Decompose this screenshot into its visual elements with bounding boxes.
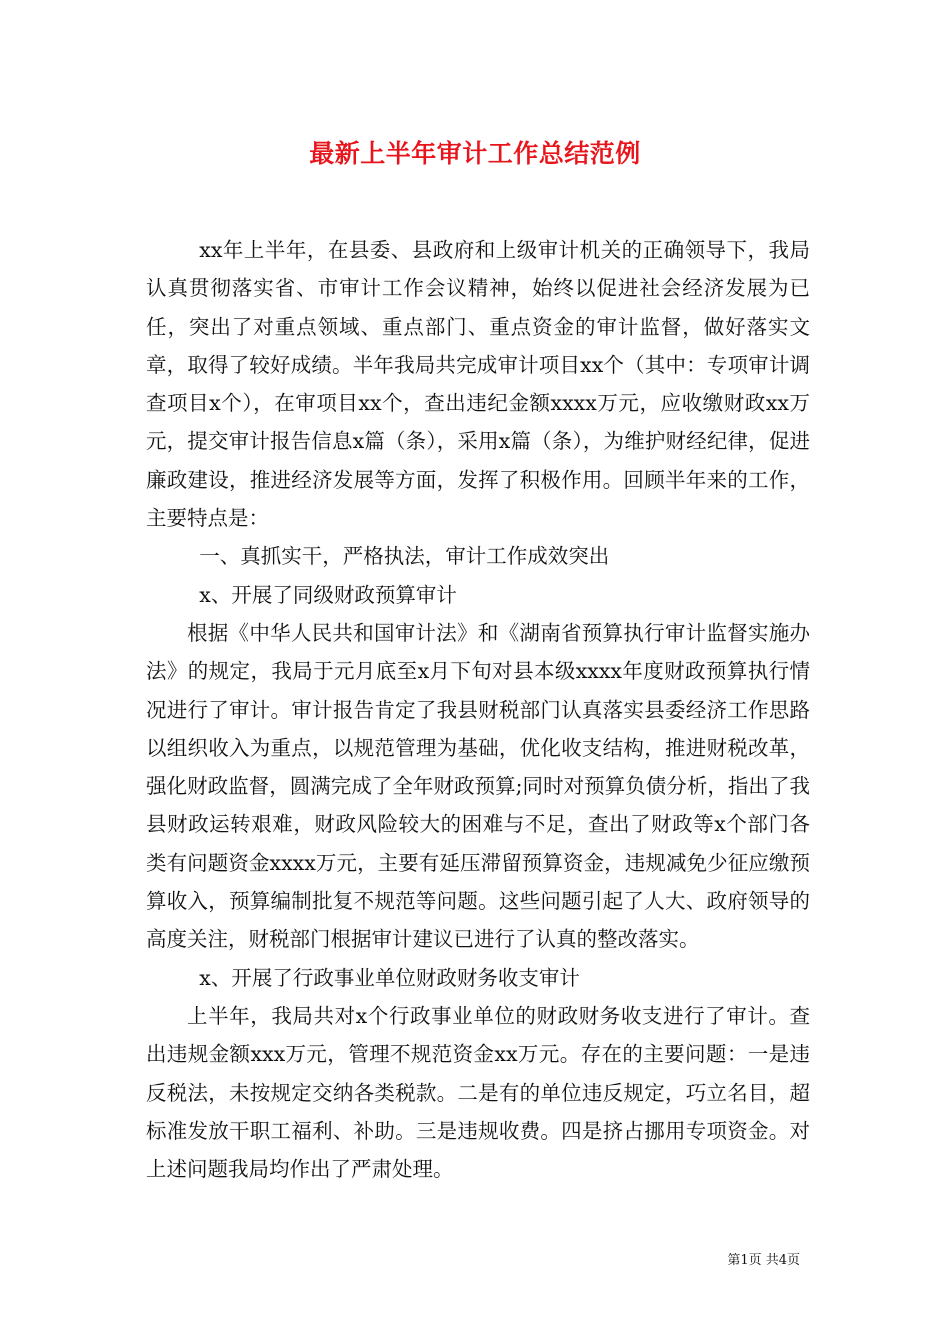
paragraph-budget-audit: 根据《中华人民共和国审计法》和《湖南省预算执行审计监督实施办法》的规定，我局于元月底至x月下旬对县本级xxxx年度财政预算执行情况进行了审计。审计报告肯定了我县财税部门认真落实县委经济工作思路以组织收入为重点，以规范管理为基础，优化收支结构，推进财税改革，强化财政监督，圆满完成了全年财政预算;同时对预算负债分析，指出了我县财政运转艰难，财政风险较大的困难与不足，查出了财政等x个部门各类有问题资金xxxx万元，主要有延压滞留预算资金，违规减免少征应缴预算收入，预算编制批复不规范等问题。这些问题引起了人大、政府领导的高度关注，财税部门根据审计建议已进行了认真的整改落实。 — [146, 620, 810, 952]
paragraph-admin-audit: 上半年，我局共对x个行政事业单位的财政财务收支进行了审计。查出违规金额xxx万元，管理不规范资金xx万元。存在的主要问题：一是违反税法，未按规定交纳各类税款。二是有的单位违反规定，巧立名目，超标准发放干职工福利、补助。三是违规收费。四是挤占挪用专项资金。对上述问题我局均作出了严肃处理。 — [146, 1003, 810, 1182]
document-body — [146, 231, 810, 1188]
page-number: 第1页 共4页 — [727, 1253, 800, 1268]
section-heading-1: 一、真抓实干，严格执法，审计工作成效突出 — [199, 544, 610, 569]
paragraph-intro: xx年上半年，在县委、县政府和上级审计机关的正确领导下，我局认真贯彻落实省、市审计工作会议精神，始终以促进社会经济发展为已任，突出了对重点领域、重点部门、重点资金的审计监督，做好落实文章，取得了较好成绩。半年我局共完成审计项目xx个（其中：专项审计调查项目x个），在审项目xx个，查出违纪金额xxxx万元，应收缴财政xx万元，提交审计报告信息x篇（条），采用x篇（条），为维护财经纪律，促进廉政建设，推进经济发展等方面，发挥了积极作用。回顾半年来的工作，主要特点是： — [146, 238, 810, 531]
subsection-heading-admin-audit: x、开展了行政事业单位财政财务收支审计 — [199, 965, 580, 990]
subsection-heading-budget-audit: x、开展了同级财政预算审计 — [199, 582, 457, 607]
page-title: 最新上半年审计工作总结范例 — [309, 139, 641, 168]
